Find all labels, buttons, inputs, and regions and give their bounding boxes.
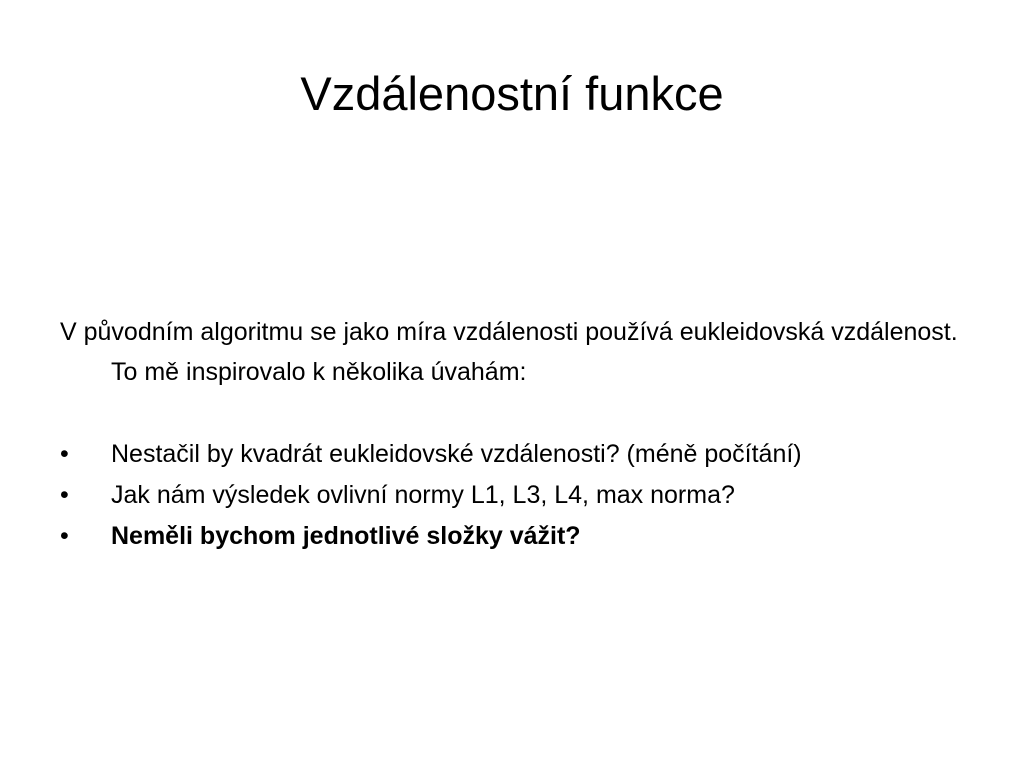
bullet-item-3 xyxy=(60,516,990,557)
intro-paragraph: V původním algoritmu se jako míra vzdálenosti používá eukleidovská vzdálenost. To mě inspirovalo k několika úvahám: xyxy=(60,318,958,386)
bullet-icon: • xyxy=(60,440,69,468)
bullet-text-2: Jak nám výsledek ovlivní normy L1, L3, L4, max norma? xyxy=(111,481,735,509)
slide-body xyxy=(60,312,990,557)
slide-title: Vzdálenostní funkce xyxy=(300,67,724,120)
bullet-text-1: Nestačil by kvadrát eukleidovské vzdálenosti? (méně počítání) xyxy=(111,440,802,468)
bullet-text-3: Neměli bychom jednotlivé složky vážit? xyxy=(111,522,581,550)
bullet-item-1 xyxy=(60,434,990,475)
bullet-icon: • xyxy=(60,481,69,509)
paragraph-spacer xyxy=(60,392,990,434)
bullet-item-2 xyxy=(60,475,990,516)
bullet-list xyxy=(60,434,990,557)
bullet-icon: • xyxy=(60,522,69,550)
